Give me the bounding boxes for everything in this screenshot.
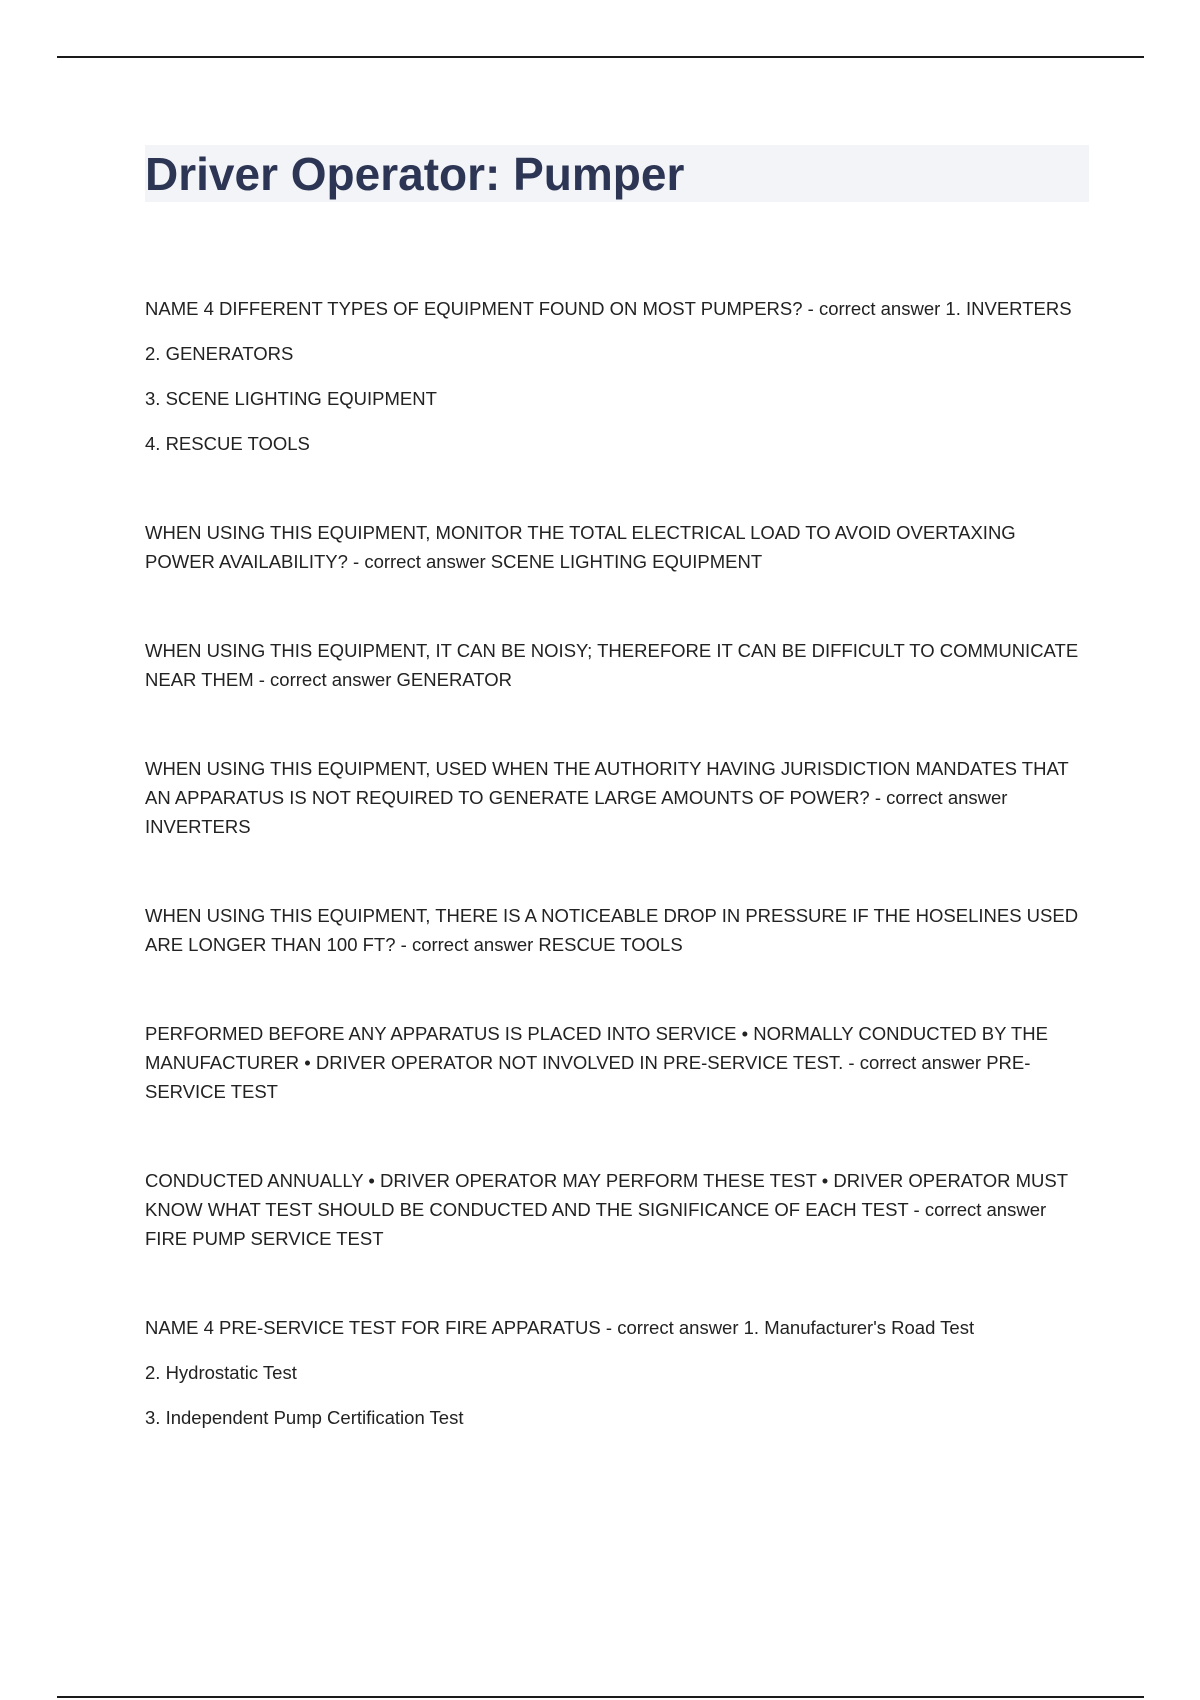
question-text: NAME 4 PRE-SERVICE TEST FOR FIRE APPARATUS - correct answer 1. Manufacturer's Road Test: [145, 1317, 975, 1338]
question-text: WHEN USING THIS EQUIPMENT, MONITOR THE TOTAL ELECTRICAL LOAD TO AVOID OVERTAXING POWER AVAILABILITY? - correct answer SCENE LIGHTING EQUIPMENT: [145, 522, 1016, 572]
qa-list: [145, 294, 1089, 1432]
question-text: NAME 4 DIFFERENT TYPES OF EQUIPMENT FOUND ON MOST PUMPERS? - correct answer 1. INVERTERS: [145, 298, 1072, 319]
qa-entry: [145, 1166, 1089, 1253]
qa-entry: [145, 1313, 1089, 1432]
question-text: WHEN USING THIS EQUIPMENT, THERE IS A NOTICEABLE DROP IN PRESSURE IF THE HOSELINES USED ARE LONGER THAN 100 FT? - correct answer RESCUE TOOLS: [145, 905, 1079, 955]
answer-list-item: 2. Hydrostatic Test: [145, 1362, 297, 1383]
qa-entry: [145, 636, 1089, 694]
question-text: WHEN USING THIS EQUIPMENT, USED WHEN THE AUTHORITY HAVING JURISDICTION MANDATES THAT AN APPARATUS IS NOT REQUIRED TO GENERATE LARGE AMOUNTS OF POWER? - correct answer INVERTERS: [145, 758, 1069, 837]
answer-list-item: 3. SCENE LIGHTING EQUIPMENT: [145, 388, 437, 409]
answer-list-item: 3. Independent Pump Certification Test: [145, 1407, 464, 1428]
page-content: [145, 145, 1089, 1492]
answer-list-item: 2. GENERATORS: [145, 343, 294, 364]
answer-list-item: 4. RESCUE TOOLS: [145, 433, 310, 454]
qa-entry: [145, 901, 1089, 959]
question-text: CONDUCTED ANNUALLY • DRIVER OPERATOR MAY PERFORM THESE TEST • DRIVER OPERATOR MUST KNOW WHAT TEST SHOULD BE CONDUCTED AND THE SIGNIFICANCE OF EACH TEST - correct answer FIRE PUMP SERVICE TEST: [145, 1170, 1068, 1249]
qa-entry: [145, 754, 1089, 841]
qa-entry: [145, 294, 1089, 458]
qa-entry: [145, 1019, 1089, 1106]
qa-entry: [145, 518, 1089, 576]
top-rule: [57, 56, 1144, 58]
bottom-rule: [57, 1696, 1144, 1698]
page-title: Driver Operator: Pumper: [145, 147, 685, 200]
question-text: PERFORMED BEFORE ANY APPARATUS IS PLACED INTO SERVICE • NORMALLY CONDUCTED BY THE MANUFACTURER • DRIVER OPERATOR NOT INVOLVED IN PRE-SERVICE TEST. - correct answer PRE-SERVICE TEST: [145, 1023, 1048, 1102]
question-text: WHEN USING THIS EQUIPMENT, IT CAN BE NOISY; THEREFORE IT CAN BE DIFFICULT TO COMMUNICATE NEAR THEM - correct answer GENERATOR: [145, 640, 1079, 690]
title-band: [145, 145, 1089, 202]
